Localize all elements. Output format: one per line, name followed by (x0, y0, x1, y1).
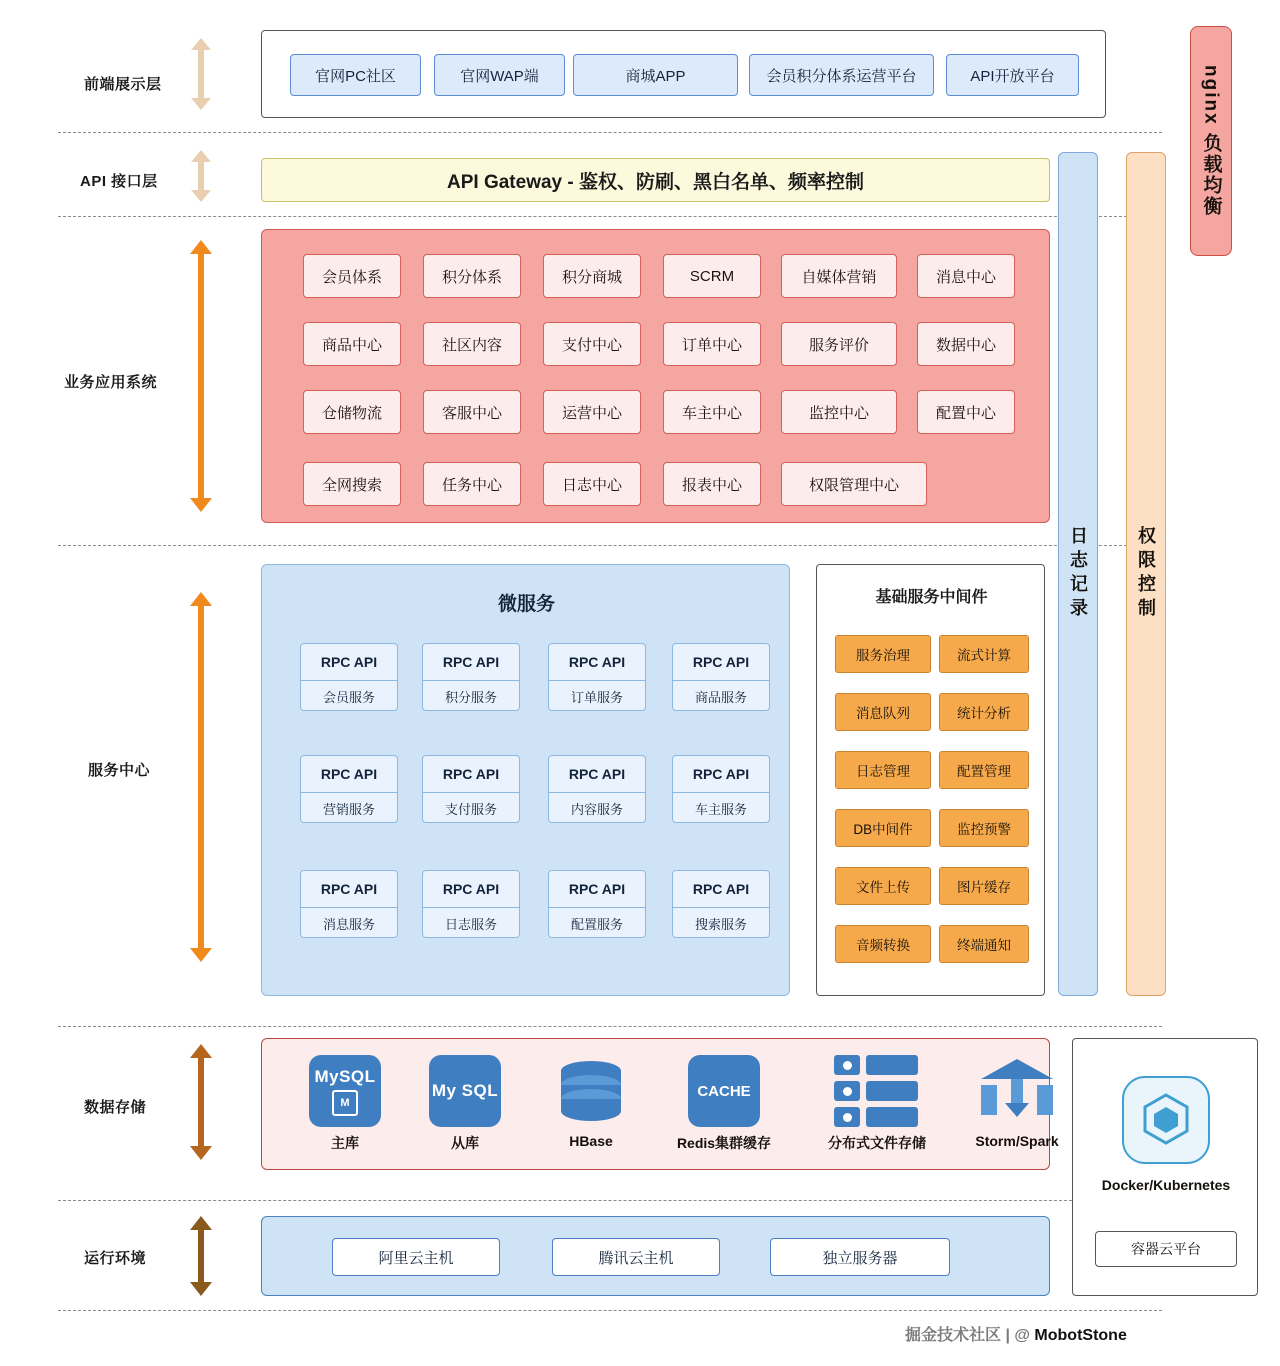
rpc-service-name: 消息服务 (322, 916, 375, 932)
sidebar-auth[interactable] (1126, 152, 1166, 996)
frontend-item-0[interactable]: 官网PC社区 (290, 54, 421, 96)
sidebar-nginx[interactable] (1190, 26, 1232, 256)
arrow-storage (189, 1044, 213, 1160)
rpc-label: RPC API (549, 756, 645, 793)
runtime-item-1[interactable]: 腾讯云主机 (552, 1238, 720, 1276)
business-item-16[interactable]: 监控中心 (781, 390, 897, 434)
business-item-19[interactable]: 任务中心 (423, 462, 521, 506)
business-item-14[interactable]: 运营中心 (543, 390, 641, 434)
frontend-panel (261, 30, 1106, 118)
business-item-22[interactable]: 权限管理中心 (781, 462, 927, 506)
storage-item-3[interactable] (654, 1055, 794, 1153)
rpc-service-name: 车主服务 (694, 801, 747, 817)
storage-caption: HBase (569, 1133, 613, 1149)
cache-logo-text: CACHE (697, 1082, 751, 1100)
middleware-item-4[interactable]: 日志管理 (835, 751, 931, 789)
business-item-13[interactable]: 客服中心 (423, 390, 521, 434)
rpc-label: RPC API (549, 644, 645, 681)
storage-caption: Storm/Spark (975, 1133, 1059, 1149)
mysql-logo-bottom: M (340, 1096, 350, 1109)
middleware-title: 基础服务中间件 (875, 588, 988, 606)
rpc-service-name: 订单服务 (570, 689, 623, 705)
middleware-item-9[interactable]: 图片缓存 (939, 867, 1029, 905)
separator-3 (58, 545, 1162, 546)
rpc-label: RPC API (301, 756, 397, 793)
business-item-5[interactable]: 消息中心 (917, 254, 1015, 298)
sidebar-auth-label: 权限控制 (1136, 526, 1156, 622)
api-gateway-bar[interactable]: API Gateway - 鉴权、防刷、黑白名单、频率控制 (261, 158, 1050, 202)
runtime-item-2[interactable]: 独立服务器 (770, 1238, 950, 1276)
runtime-panel (261, 1216, 1050, 1296)
middleware-item-6[interactable]: DB中间件 (835, 809, 931, 847)
separator-4 (58, 1026, 1162, 1027)
middleware-item-1[interactable]: 流式计算 (939, 635, 1029, 673)
rpc-card-8[interactable] (300, 870, 398, 938)
row-label-service: 服务中心 (88, 762, 151, 779)
row-label-business: 业务应用系统 (64, 374, 158, 391)
storage-caption: 分布式文件存储 (828, 1135, 926, 1151)
rpc-card-11[interactable] (672, 870, 770, 938)
business-item-11[interactable]: 数据中心 (917, 322, 1015, 366)
container-panel (1072, 1038, 1258, 1296)
rpc-label: RPC API (673, 756, 769, 793)
business-item-20[interactable]: 日志中心 (543, 462, 641, 506)
row-label-frontend: 前端展示层 (84, 76, 162, 93)
middleware-panel (816, 564, 1045, 996)
storage-item-5[interactable] (952, 1055, 1082, 1149)
storage-item-1[interactable] (410, 1055, 520, 1153)
middleware-item-5[interactable]: 配置管理 (939, 751, 1029, 789)
frontend-item-2[interactable]: 商城APP (573, 54, 738, 96)
rpc-service-name: 配置服务 (570, 916, 623, 932)
storage-item-0[interactable] (290, 1055, 400, 1153)
arrow-business (189, 240, 213, 512)
rpc-service-name: 内容服务 (570, 801, 623, 817)
watermark-prefix: 掘金技术社区 | @ (905, 1327, 1035, 1344)
hbase-icon (555, 1055, 627, 1127)
storage-caption: Redis集群缓存 (676, 1135, 772, 1151)
rpc-card-5[interactable] (422, 755, 520, 823)
rpc-card-0[interactable] (300, 643, 398, 711)
runtime-item-0[interactable]: 阿里云主机 (332, 1238, 500, 1276)
row-label-storage: 数据存储 (84, 1099, 147, 1116)
business-panel (261, 229, 1050, 523)
rpc-card-3[interactable] (672, 643, 770, 711)
frontend-item-4[interactable]: API开放平台 (946, 54, 1079, 96)
rpc-label: RPC API (423, 756, 519, 793)
rpc-card-9[interactable] (422, 870, 520, 938)
rpc-label: RPC API (423, 644, 519, 681)
rpc-label: RPC API (673, 871, 769, 908)
microservice-panel (261, 564, 790, 996)
row-label-runtime: 运行环境 (84, 1250, 147, 1267)
container-caption: Docker/Kubernetes (1101, 1177, 1231, 1193)
cache-icon (688, 1055, 760, 1127)
business-item-15[interactable]: 车主中心 (663, 390, 761, 434)
sidebar-log-label: 日志记录 (1068, 526, 1088, 622)
middleware-item-0[interactable]: 服务治理 (835, 635, 931, 673)
business-item-4[interactable]: 自媒体营销 (781, 254, 897, 298)
business-item-3[interactable]: SCRM (663, 254, 761, 298)
separator-6 (58, 1310, 1162, 1311)
rpc-card-1[interactable] (422, 643, 520, 711)
rpc-label: RPC API (423, 871, 519, 908)
rpc-card-2[interactable] (548, 643, 646, 711)
arrow-api (190, 150, 212, 202)
business-item-9[interactable]: 订单中心 (663, 322, 761, 366)
business-item-1[interactable]: 积分体系 (423, 254, 521, 298)
separator-2 (58, 216, 1162, 217)
storage-caption: 主库 (331, 1135, 359, 1151)
sidebar-log[interactable] (1058, 152, 1098, 996)
rpc-label: RPC API (301, 644, 397, 681)
storage-item-2[interactable] (532, 1055, 650, 1149)
business-item-6[interactable]: 商品中心 (303, 322, 401, 366)
rpc-card-10[interactable] (548, 870, 646, 938)
business-item-18[interactable]: 全网搜索 (303, 462, 401, 506)
business-item-7[interactable]: 社区内容 (423, 322, 521, 366)
sidebar-nginx-label: nginx 负载均衡 (1200, 65, 1222, 217)
row-label-api: API 接口层 (80, 173, 158, 190)
business-item-21[interactable]: 报表中心 (663, 462, 761, 506)
arrow-frontend (190, 38, 212, 110)
middleware-item-7[interactable]: 监控预警 (939, 809, 1029, 847)
arrow-service (189, 592, 213, 962)
middleware-item-11[interactable]: 终端通知 (939, 925, 1029, 963)
watermark (905, 1322, 1127, 1345)
business-item-0[interactable]: 会员体系 (303, 254, 401, 298)
microservice-title: 微服务 (497, 593, 555, 615)
mysql-icon (429, 1055, 501, 1127)
storage-caption: 从库 (451, 1135, 479, 1151)
business-item-10[interactable]: 服务评价 (781, 322, 897, 366)
watermark-name: MobotStone (1034, 1327, 1127, 1344)
container-sub[interactable]: 容器云平台 (1095, 1231, 1237, 1267)
rpc-service-name: 积分服务 (444, 689, 497, 705)
separator-1 (58, 132, 1162, 133)
business-item-2[interactable]: 积分商城 (543, 254, 641, 298)
frontend-item-3[interactable]: 会员积分体系运营平台 (749, 54, 934, 96)
arrow-runtime (189, 1216, 213, 1296)
middleware-item-3[interactable]: 统计分析 (939, 693, 1029, 731)
rpc-card-7[interactable] (672, 755, 770, 823)
business-item-8[interactable]: 支付中心 (543, 322, 641, 366)
rpc-service-name: 商品服务 (694, 689, 747, 705)
storage-item-4[interactable] (802, 1055, 952, 1153)
middleware-item-8[interactable]: 文件上传 (835, 867, 931, 905)
rpc-service-name: 日志服务 (444, 916, 497, 932)
business-item-12[interactable]: 仓储物流 (303, 390, 401, 434)
rpc-service-name: 搜索服务 (694, 916, 747, 932)
mysql-logo-top: My SQL (431, 1081, 499, 1100)
kubernetes-icon (1121, 1075, 1211, 1165)
separator-5 (58, 1200, 1162, 1201)
middleware-item-10[interactable]: 音频转换 (835, 925, 931, 963)
frontend-item-1[interactable]: 官网WAP端 (434, 54, 565, 96)
storage-panel (261, 1038, 1059, 1170)
rpc-card-4[interactable] (300, 755, 398, 823)
mysql-icon (309, 1055, 381, 1127)
business-item-17[interactable]: 配置中心 (917, 390, 1015, 434)
rpc-service-name: 支付服务 (444, 801, 497, 817)
rpc-card-6[interactable] (548, 755, 646, 823)
rpc-label: RPC API (301, 871, 397, 908)
rpc-service-name: 会员服务 (322, 689, 375, 705)
rpc-service-name: 营销服务 (322, 801, 375, 817)
rpc-label: RPC API (549, 871, 645, 908)
distributed-file-icon (834, 1055, 920, 1127)
mysql-logo-top: MySQL (314, 1066, 376, 1086)
storm-spark-icon (977, 1055, 1057, 1127)
middleware-item-2[interactable]: 消息队列 (835, 693, 931, 731)
rpc-label: RPC API (673, 644, 769, 681)
